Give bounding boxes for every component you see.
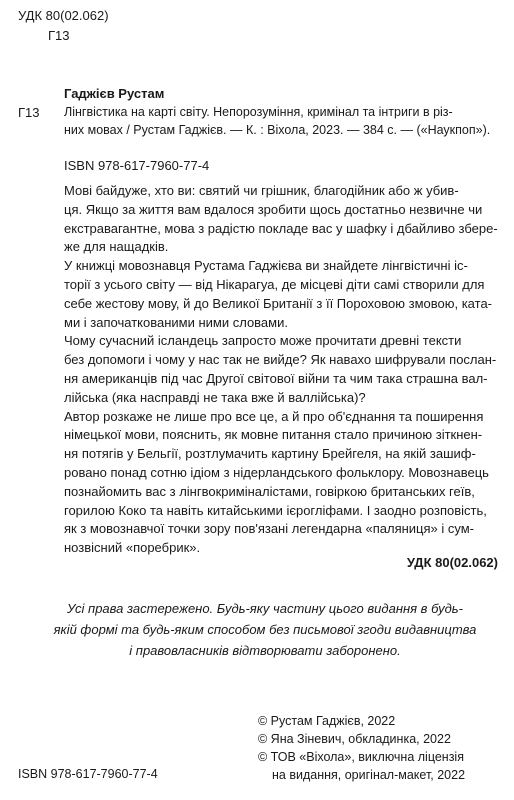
rights-line: Усі права застережено. Будь-яку частину цього видання в будь- <box>67 601 463 616</box>
annotation <box>64 182 500 558</box>
catalog-index: Г13 <box>18 105 40 120</box>
catalog-author: Гаджієв Рустам <box>64 86 165 101</box>
annotation-line: горилою Коко та навіть китайськими ієрогліфами. І заодно розповість, <box>64 502 487 518</box>
annotation-line: ня американців під час Другої світової війни та чим така страшна вал- <box>64 370 488 386</box>
annotation-line: нозвісний «поребрик». <box>64 540 201 556</box>
annotation-line: познайомить вас з лінгвокриміналістами, говіркою британських геїв, <box>64 483 475 499</box>
annotation-line: Автор розкаже не лише про все це, а й про об'єднання та поширення <box>64 408 484 424</box>
author-index-header: Г13 <box>48 28 70 43</box>
biblio-line: Лінгвістика на карті світу. Непорозуміння, кримінал та інтриги в різ- <box>64 105 453 119</box>
annotation-paragraph <box>64 257 500 332</box>
copyright-line: © Рустам Гаджієв, 2022 <box>258 714 396 728</box>
annotation-line: без допомоги і чому у нас так не вийде? Як навахо шифрували послан- <box>64 352 497 368</box>
rights-line: якій формі та будь-яким способом без письмової згоди видавництва <box>53 622 477 637</box>
annotation-line: У книжці мовознавця Рустама Гаджієва ви знайдете лінгвістичні іс- <box>64 258 468 274</box>
copyright-line: © Яна Зіневич, обкладинка, 2022 <box>258 732 451 746</box>
annotation-paragraph <box>64 332 500 407</box>
annotation-paragraph <box>64 408 500 558</box>
footer-isbn: ISBN 978-617-7960-77-4 <box>18 767 158 781</box>
annotation-line: Чому сучасний ісландець запросто може прочитати древні тексти <box>64 333 462 349</box>
rights-line: і правовласників відтворювати заборонено. <box>129 643 401 658</box>
annotation-line: ня потягів у Бельгії, розтлумачить картину Брейгеля, на якій зашиф- <box>64 446 476 462</box>
annotation-line: же для нащадків. <box>64 239 169 255</box>
annotation-paragraph <box>64 182 500 257</box>
copyright-line: на видання, оригінал-макет, 2022 <box>272 768 466 782</box>
rights-notice <box>40 598 490 661</box>
annotation-line: як з мовознавчої точки зору пов'язані легендарна «паляниця» і сум- <box>64 521 474 537</box>
annotation-line: торії з усього світу — від Нікарагуа, де місцеві діти самі створили для <box>64 276 485 292</box>
copyright-block <box>258 712 465 784</box>
annotation-line: Мові байдуже, хто ви: святий чи грішник, благодійник або ж убив- <box>64 183 459 198</box>
annotation-line: себе жестову мову, й до Великої Британії з її Пороховою змовою, ката- <box>64 295 492 311</box>
annotation-line: ровано понад сотню ідіом з нідерландського фольклору. Мовознавець <box>64 464 489 480</box>
catalog-isbn: ISBN 978-617-7960-77-4 <box>64 158 210 173</box>
annotation-line: ця. Якщо за життя вам вдалося зробити щось достатньо незвичне чи <box>64 201 483 217</box>
catalog-bibliographic-description <box>64 103 500 139</box>
udk-header: УДК 80(02.062) <box>18 8 109 23</box>
annotation-line: екстравагантне, мова з радістю покладе вас у шафку і дбайливо збере- <box>64 220 498 236</box>
annotation-line: лійська (яка насправді не така вже й валлійська)? <box>64 389 366 405</box>
annotation-line: ми і започаткованими ними словами. <box>64 314 288 330</box>
copyright-line: © ТОВ «Віхола», виключна ліцензія <box>258 750 464 764</box>
biblio-line: них мовах / Рустам Гаджієв. — К. : Віхола, 2023. — 384 с. — («Наукпоп»). <box>64 123 491 137</box>
udk-classification: УДК 80(02.062) <box>406 555 498 570</box>
annotation-line: німецької мови, пояснить, як мовне питання стало причиною зіткнен- <box>64 427 483 443</box>
